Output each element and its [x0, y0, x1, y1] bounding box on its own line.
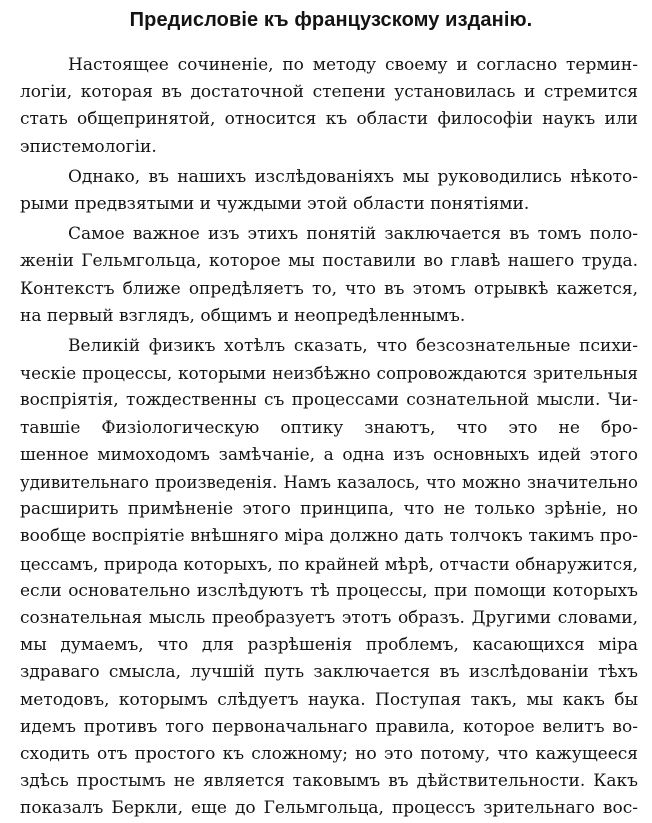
paragraph-2: [20, 164, 638, 218]
paragraph-1: [20, 52, 638, 161]
text-line: Настоящее сочиненіе, по методу своему и согласно термин-: [68, 55, 638, 75]
text-line: женіи Гельмгольца, которое мы поставили во главѣ нашего труда.: [20, 251, 638, 272]
text-line: сходить отъ простого къ сложному; но это потому, что кажущееся: [20, 744, 638, 765]
text-line: сознательная мысль преобразуетъ этотъ образъ. Другими словами,: [20, 608, 638, 629]
text-line: идемъ противъ того первоначальнаго правила, которое велитъ во-: [20, 716, 638, 737]
text-line: удивительнаго произведенія. Намъ казалось, что можно значительно: [20, 473, 638, 493]
text-line: шенное мимоходомъ замѣчаніе, а одна изъ основныхъ идей этого: [20, 444, 638, 465]
text-line: мы думаемъ, что для разрѣшенія проблемъ, касающихся міра: [20, 635, 638, 656]
text-line: логіи, которая въ достаточной степени установилась и стремится: [20, 82, 638, 103]
text-line: на первый взглядъ, общимъ и неопредѣленнымъ.: [20, 305, 466, 326]
text-line: методовъ, которымъ слѣдуетъ наука. Поступая такъ, мы какъ бы: [20, 689, 638, 710]
text-line: если основательно изслѣдуютъ тѣ процессы, при помощи которыхъ: [20, 580, 638, 601]
text-line: здраваго смысла, лучшій путь заключается въ изслѣдованіи тѣхъ: [20, 662, 638, 683]
text-line: ческіе процессы, которыми неизбѣжно сопровождаются зрительныя: [20, 363, 638, 384]
paragraph-3: [20, 221, 638, 330]
text-line: цессамъ, природа которыхъ, по крайней мѣрѣ, отчасти обнаружится,: [20, 553, 638, 574]
text-line: воспріятія, тождественны съ процессами сознательной мысли. Чи-: [20, 390, 638, 411]
preface-title: Предисловіе къ французскому изданію.: [129, 9, 533, 31]
text-line: тавшіе Физіологическую оптику знаютъ, что это не бро-: [20, 417, 638, 438]
text-line: Самое важное изъ этихъ понятій заключается въ томъ поло-: [68, 224, 638, 245]
text-line: Великій физикъ хотѣлъ сказать, что безсознательные психи-: [68, 336, 638, 357]
text-line: стать общепринятой, относится къ области философіи наукъ или: [20, 109, 638, 130]
text-line: показалъ Беркли, еще до Гельмгольца, процессъ зрительнаго вос-: [20, 798, 638, 819]
text-line: рыми предвзятыми и чуждыми этой области понятіями.: [20, 194, 530, 215]
paragraph-4: [20, 333, 638, 823]
text-line: эпистемологіи.: [20, 136, 157, 157]
text-line: расширить примѣненіе этого принципа, что не только зрѣніе, но: [20, 499, 638, 520]
text-line: здѣсь простымъ не является таковымъ въ дѣйствительности. Какъ: [20, 771, 638, 792]
text-line: вообще воспріятіе внѣшняго міра должно дать толчокъ такимъ про-: [20, 526, 638, 547]
text-line: Контекстъ ближе опредѣляетъ то, что въ этомъ отрывкѣ кажется,: [20, 278, 638, 299]
text-line: Однако, въ нашихъ изслѣдованіяхъ мы руководились нѣкото-: [68, 166, 638, 187]
